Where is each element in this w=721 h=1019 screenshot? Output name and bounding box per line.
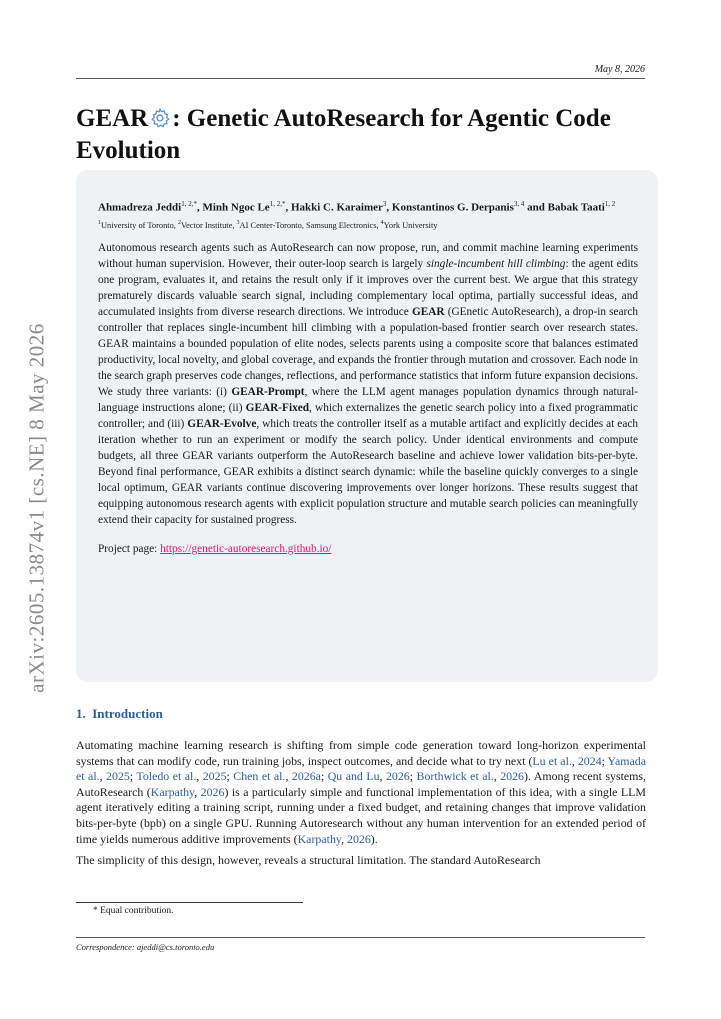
- emphasized-text: GEAR: [411, 306, 445, 319]
- text-run: ;: [601, 753, 608, 768]
- text-run: ) is a particularly simple and functional implementation of this idea, with a single LLM agent iteratively editing a training script, running under a fixed budget, and retaining changes that improve validation bits-per-byte (bpb) on a single GPU. Running Autoresearch without any human intervention for an extended period of time yields numerous additive improvements (: [76, 784, 646, 846]
- citation-link[interactable]: 2025: [202, 769, 227, 784]
- section-number: 1.: [76, 706, 86, 721]
- affiliation-name: AI Center-Toronto, Samsung Electronics,: [239, 220, 381, 230]
- author-affiliation-marker: 1, 2,*: [269, 200, 286, 208]
- project-label: Project page:: [98, 542, 161, 555]
- text-run: , which externalizes the genetic search policy into a fixed programmatic controller; and (iii): [98, 401, 638, 430]
- citation-link[interactable]: Borthwick et al.: [416, 769, 494, 784]
- author-affiliation-marker: 1, 2: [604, 200, 616, 208]
- header-rule: [76, 78, 645, 79]
- author-name: Hakki C. Karaimer: [290, 201, 383, 214]
- text-run: ,: [341, 831, 348, 846]
- affiliation-marker: 2: [177, 219, 181, 226]
- author-name: Minh Ngoc Le: [202, 201, 270, 214]
- citation-link[interactable]: Karpathy: [297, 831, 342, 846]
- emphasized-text: GEAR-Fixed: [245, 401, 310, 414]
- correspondence-line: Correspondence: ajeddi@cs.toronto.edu: [76, 942, 215, 952]
- citation-link[interactable]: 2024: [577, 753, 602, 768]
- author-separator: ,: [196, 201, 203, 214]
- author-name: Ahmadreza Jeddi: [98, 201, 182, 214]
- text-run: ,: [285, 769, 292, 784]
- citation-link[interactable]: Lu et al.: [532, 753, 572, 768]
- text-run: ,: [196, 769, 203, 784]
- citation-link[interactable]: Toledo et al.: [136, 769, 197, 784]
- text-run: , where the LLM agent manages population dynamics through natural-language instructions alone; (ii): [98, 386, 639, 414]
- author-separator: and: [524, 201, 548, 214]
- text-run: : the agent edits one program, evaluates it, and retains the result only if it improves over the current best. We argue that this strategy prematurely discards valuable search signal, including complementary local optima, partially successful ideas, and accumulated insights from diverse research directions. We introduce: [98, 258, 638, 319]
- text-run: ,: [99, 769, 107, 784]
- text-run: ). Among recent systems, AutoResearch (: [76, 769, 646, 799]
- citation-link[interactable]: Chen et al.: [233, 769, 286, 784]
- text-run: ,: [493, 769, 501, 784]
- author-affiliation-marker: 3, 4: [513, 200, 525, 208]
- title-rest: : Genetic AutoResearch for Agentic Code Evolution: [76, 105, 611, 164]
- citation-link[interactable]: 2026a: [291, 769, 321, 784]
- text-run: (GEnetic AutoResearch), a drop-in search controller that replaces single-incumbent hill climbing with a population-based frontier search over research states. GEAR maintains a bounded population of elite nodes, selects parents using a composite score that balances estimated productivity, local novelty, and global coverage, and expands the frontier through mutation and crossover. Each node in the search graph preserves code changes, reflections, and performance statistics that inform future expansion decisions. We study three variants: (i): [98, 306, 638, 399]
- citation-link[interactable]: Qu and Lu: [327, 769, 380, 784]
- publication-date: May 8, 2026: [594, 64, 645, 75]
- citation-link[interactable]: Karpathy: [150, 784, 195, 799]
- project-link[interactable]: https://genetic-autoresearch.github.io/: [160, 542, 332, 555]
- text-run: ,: [194, 784, 201, 799]
- text-run: , which treats the controller itself as a mutable artifact and explicitly decides at each iteration whether to run an experiment or modify the search policy. Under identical environments and compute budgets, all three GEAR variants outperform the AutoResearch baseline and achieve lower validation bits-per-byte. Beyond final performance, GEAR exhibits a distinct search dynamic: while the baseline quickly converges to a single local optimum, GEAR variants continue discovering improvements over longer horizons. These results suggest that equipping autonomous research agents with explicit population structure and mutable search policies can meaningfully extend their capacity for sustained progress.: [98, 417, 638, 526]
- footnote-rule: [76, 902, 303, 903]
- intro-paragraph-1: [76, 738, 646, 847]
- text-run: ;: [226, 769, 234, 784]
- emphasized-text: single-incumbent hill climbing: [426, 258, 566, 271]
- author-separator: ,: [386, 201, 392, 214]
- text-run: ,: [379, 769, 386, 784]
- affiliation-marker: 4: [380, 219, 384, 226]
- paper-title: [76, 104, 636, 165]
- introduction-body: [76, 738, 646, 875]
- emphasized-text: GEAR-Prompt: [231, 386, 305, 399]
- text-run: ;: [129, 769, 137, 784]
- intro-paragraph-2: The simplicity of this design, however, reveals a structural limitation. The standard AutoResearch: [76, 853, 541, 868]
- text-run: Automating machine learning research is shifting from simple code generation toward long-horizon experimental systems that can modify code, run training jobs, inspect outcomes, and decide what to try next (: [76, 738, 646, 768]
- text-run: ).: [370, 831, 378, 846]
- citation-link[interactable]: 2026: [347, 831, 371, 846]
- emphasized-text: GEAR-Evolve: [187, 417, 257, 430]
- author-separator: ,: [285, 201, 291, 214]
- author-name: Babak Taati: [547, 201, 605, 214]
- author-name: Konstantinos G. Derpanis: [391, 201, 514, 214]
- citation-link[interactable]: 2026: [385, 769, 410, 784]
- citation-link[interactable]: Yamada et al.: [76, 753, 646, 784]
- author-affiliation-marker: 1, 2,*: [181, 200, 197, 208]
- affiliation-name: University of Toronto,: [101, 220, 178, 230]
- citation-link[interactable]: 2025: [106, 769, 130, 784]
- affiliation-name: York University: [383, 220, 438, 230]
- footer-rule: [76, 937, 645, 938]
- affiliation-name: Vector Institute,: [180, 220, 237, 230]
- citation-link[interactable]: 2026: [200, 784, 225, 799]
- affiliation-marker: 1: [98, 219, 101, 226]
- section-title: Introduction: [92, 706, 163, 721]
- gear-icon: [149, 107, 171, 136]
- section-heading-introduction: [76, 706, 163, 722]
- affiliation-marker: 3: [236, 219, 240, 226]
- author-affiliation-marker: 3: [382, 200, 387, 208]
- arxiv-identifier-stamp: arXiv:2605.13874v1 [cs.NE] 8 May 2026: [24, 323, 49, 693]
- text-run: ;: [320, 769, 328, 784]
- abstract-text: [98, 241, 638, 528]
- title-acronym: GEAR: [76, 105, 149, 132]
- abstract-box: [76, 170, 658, 682]
- footnote-equal-contribution: * Equal contribution.: [93, 906, 174, 916]
- citation-link[interactable]: 2026: [500, 769, 524, 784]
- affiliations: [98, 218, 638, 231]
- text-run: Autonomous research agents such as AutoResearch can now propose, run, and commit machine learning experiments without human supervision. However, their outer-loop search is largely: [98, 242, 638, 271]
- text-run: ;: [409, 769, 417, 784]
- author-list: [98, 197, 638, 215]
- project-page: [98, 543, 638, 555]
- text-run: ,: [571, 753, 578, 768]
